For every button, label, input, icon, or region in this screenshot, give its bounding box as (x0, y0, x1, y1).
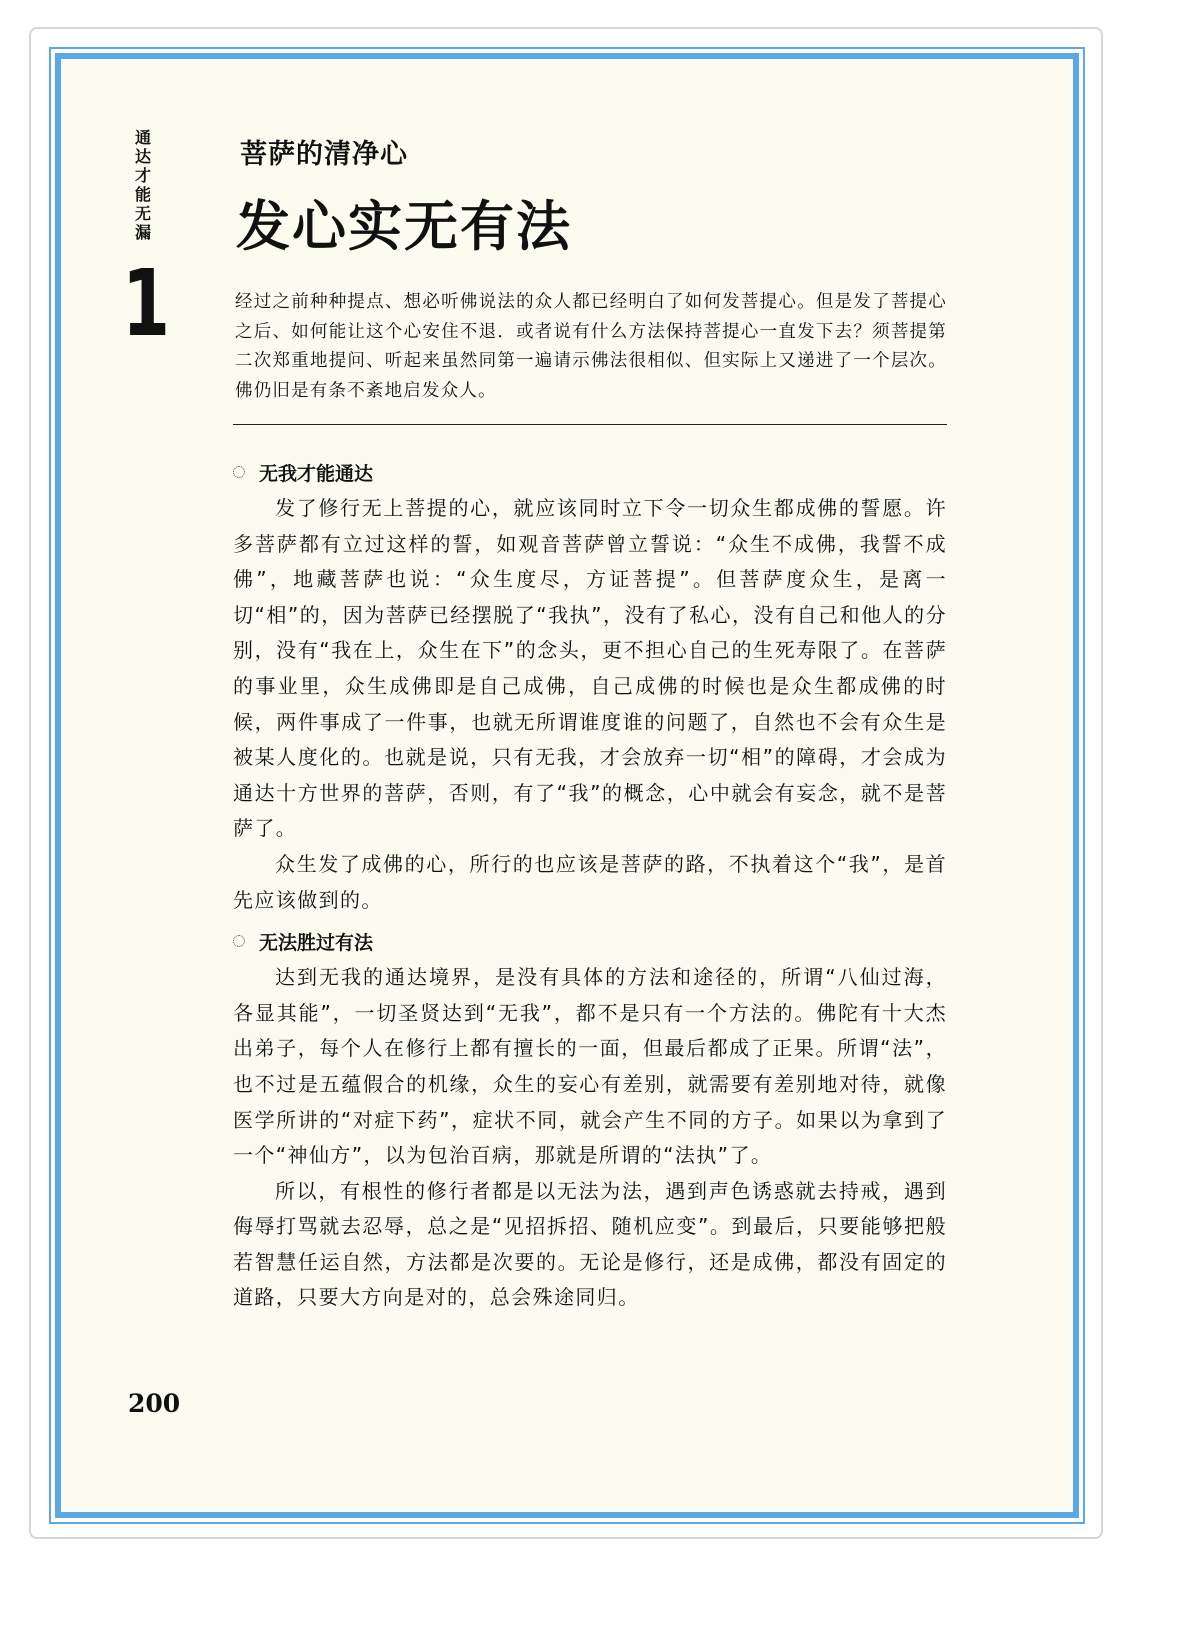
flower-bullet-icon (233, 466, 245, 478)
subtitle: 菩萨的清净心 (240, 139, 408, 170)
section-number: 1 (122, 250, 171, 357)
section-heading-text: 无我才能通达 (259, 462, 374, 485)
intro-paragraph: 经过之前种种提点、想必听佛说法的众人都已经明白了如何发菩提心。但是发了菩提心之后、如何能让这个心安住不退．或者说有什么方法保持菩提心一直发下去？须菩提第二次郑重地提问、听起来虽然同第一遍请示佛法很相似、但实际上又递进了一个层次。佛仍旧是有条不紊地启发众人。 (235, 292, 947, 401)
section-heading (233, 924, 947, 958)
body-paragraph: 众生发了成佛的心，所行的也应该是菩萨的路，不执着这个“我”，是首先应该做到的。 (233, 851, 947, 912)
body-paragraph: 所以，有根性的修行者都是以无法为法，遇到声色诱惑就去持戒，遇到侮辱打骂就去忍辱，总之是“见招拆招、随机应变”。到最后，只要能够把般若智慧任运自然，方法都是次要的。无论是修行，还是成佛，都没有固定的道路，只要大方向是对的，总会殊途同归。 (233, 1178, 947, 1310)
section-heading (233, 455, 947, 489)
flower-bullet-icon (233, 935, 245, 947)
body-content (233, 455, 947, 1316)
body-paragraph: 达到无我的通达境界，是没有具体的方法和途径的，所谓“八仙过海，各显其能”，一切圣贤达到“无我”，都不是只有一个方法的。佛陀有十大杰出弟子，每个人在修行上都有擅长的一面，但最后都成了正果。所谓“法”，也不过是五蕴假合的机缘，众生的妄心有差别，就需要有差别地对待，就像医学所讲的“对症下药”，症状不同，就会产生不同的方子。如果以为拿到了一个“神仙方”，以为包治百病，那就是所谓的“法执”了。 (233, 965, 947, 1168)
page-number: 200 (128, 1389, 181, 1418)
divider (233, 424, 947, 425)
side-chapter-label: 通达才能无漏 (134, 128, 151, 242)
body-paragraph: 发了修行无上菩提的心，就应该同时立下令一切众生都成佛的誓愿。许多菩萨都有立过这样的誓，如观音菩萨曾立誓说：“众生不成佛，我誓不成佛”，地藏菩萨也说：“众生度尽，方证菩提”。但菩萨度众生，是离一切“相”的，因为菩萨已经摆脱了“我执”，没有了私心，没有自己和他人的分别，没有“我在上，众生在下”的念头，更不担心自己的生死寿限了。在菩萨的事业里，众生成佛即是自己成佛，自己成佛的时候也是众生都成佛的时候，两件事成了一件事，也就无所谓谁度谁的问题了，自然也不会有众生是被某人度化的。也就是说，只有无我，才会放弃一切“相”的障碍，才会成为通达十方世界的菩萨，否则，有了“我”的概念，心中就会有妄念，就不是菩萨了。 (233, 496, 947, 841)
section-heading-text: 无法胜过有法 (259, 931, 374, 954)
page-title: 发心实无有法 (236, 195, 572, 258)
